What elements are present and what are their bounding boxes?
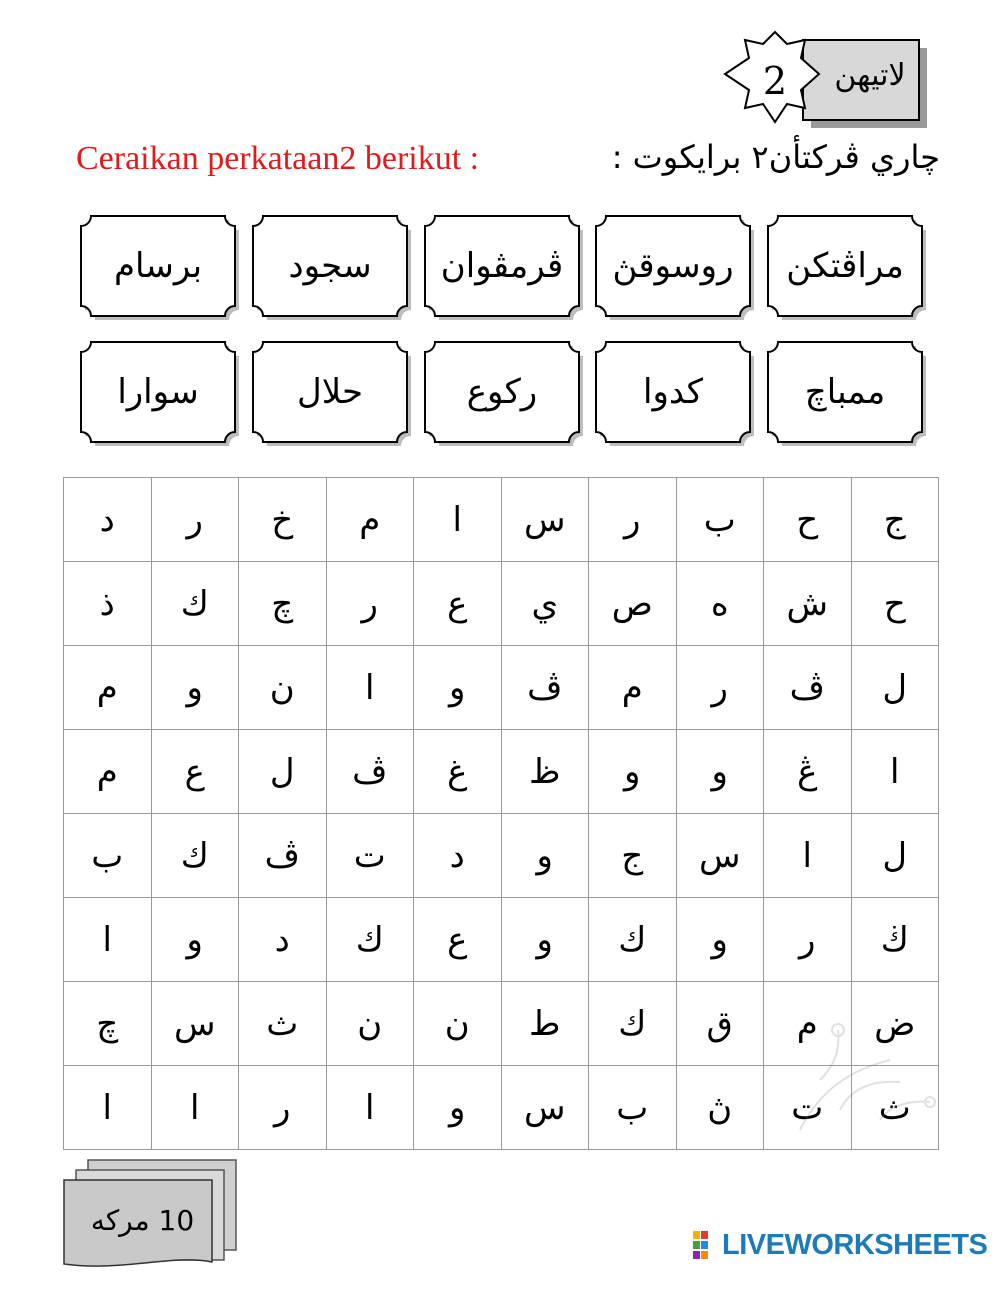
word-card [590, 210, 756, 322]
grid-cell[interactable]: ڤ [239, 814, 327, 898]
grid-cell[interactable]: ع [414, 562, 502, 646]
word-text: رکوع [466, 372, 538, 412]
grid-cell[interactable]: ر [589, 478, 677, 562]
grid-cell[interactable]: ض [851, 982, 939, 1066]
logo-mark-icon [692, 1229, 718, 1261]
grid-cell[interactable]: ا [414, 478, 502, 562]
instruction-line [60, 138, 940, 188]
grid-cell[interactable]: ظ [501, 730, 589, 814]
grid-cell[interactable]: ب [676, 478, 764, 562]
grid-cell[interactable]: ح [764, 478, 852, 562]
grid-cell[interactable]: ن [414, 982, 502, 1066]
grid-cell[interactable]: ڬ [851, 898, 939, 982]
word-card [419, 336, 585, 448]
grid-cell[interactable]: ك [589, 898, 677, 982]
grid-cell[interactable]: ل [239, 730, 327, 814]
word-cards [62, 210, 942, 455]
grid-cell[interactable]: و [151, 646, 239, 730]
grid-cell[interactable]: ت [764, 1066, 852, 1150]
exercise-number: 2 [762, 59, 788, 103]
grid-cell[interactable]: ك [326, 898, 414, 982]
instruction-malay: Ceraikan perkataan2 berikut : [76, 140, 480, 177]
grid-cell[interactable]: و [414, 1066, 502, 1150]
grid-cell[interactable]: ث [239, 982, 327, 1066]
grid-cell[interactable]: ر [151, 478, 239, 562]
grid-cell[interactable]: س [676, 814, 764, 898]
word-text: ممباچ [804, 372, 886, 412]
grid-cell[interactable]: ل [851, 646, 939, 730]
grid-cell[interactable]: س [151, 982, 239, 1066]
grid-cell[interactable]: چ [64, 982, 152, 1066]
logo-text: LIVEWORKSHEETS [722, 1228, 988, 1261]
grid-cell[interactable]: ا [64, 1066, 152, 1150]
grid-cell[interactable]: و [501, 898, 589, 982]
grid-row [64, 478, 939, 562]
grid-cell[interactable]: س [501, 478, 589, 562]
grid-cell[interactable]: ا [64, 898, 152, 982]
grid-row [64, 898, 939, 982]
grid-row [64, 814, 939, 898]
grid-cell[interactable]: د [414, 814, 502, 898]
grid-cell[interactable]: ك [151, 562, 239, 646]
grid-cell[interactable]: ط [501, 982, 589, 1066]
word-text: سوارا [117, 372, 199, 412]
word-text: برسام [113, 246, 203, 286]
grid-cell[interactable]: غ [414, 730, 502, 814]
grid-cell[interactable]: ذ [64, 562, 152, 646]
grid-cell[interactable]: ب [64, 814, 152, 898]
grid-cell[interactable]: ر [326, 562, 414, 646]
grid-cell[interactable]: ث [851, 1066, 939, 1150]
grid-cell[interactable]: م [764, 982, 852, 1066]
grid-cell[interactable]: ن [326, 982, 414, 1066]
word-card [762, 336, 928, 448]
grid-cell[interactable]: ا [851, 730, 939, 814]
word-card [247, 336, 413, 448]
word-card [762, 210, 928, 322]
exercise-label: لاتيهن [834, 58, 906, 93]
grid-cell[interactable]: ق [676, 982, 764, 1066]
grid-cell[interactable]: ڤ [326, 730, 414, 814]
grid-cell[interactable]: ج [589, 814, 677, 898]
word-text: حلال [297, 372, 364, 412]
grid-cell[interactable]: ك [589, 982, 677, 1066]
grid-cell[interactable]: د [64, 478, 152, 562]
exercise-badge [715, 30, 930, 130]
word-card [590, 336, 756, 448]
grid-cell[interactable]: ج [851, 478, 939, 562]
grid-cell[interactable]: ڤ [501, 646, 589, 730]
word-card [75, 210, 241, 322]
grid-cell[interactable]: و [589, 730, 677, 814]
grid-cell[interactable]: ڽ [676, 1066, 764, 1150]
grid-cell[interactable]: ا [764, 814, 852, 898]
grid-cell[interactable]: ع [151, 730, 239, 814]
word-text: ڤرمڤوان [440, 246, 564, 286]
grid-cell[interactable]: ر [239, 1066, 327, 1150]
grid-cell[interactable]: ا [326, 1066, 414, 1150]
grid-cell[interactable]: ت [326, 814, 414, 898]
grid-cell[interactable]: ا [151, 1066, 239, 1150]
marks-box [62, 1158, 242, 1273]
grid-cell[interactable]: ر [676, 646, 764, 730]
grid-cell[interactable]: ح [851, 562, 939, 646]
grid-cell[interactable]: ب [589, 1066, 677, 1150]
grid-cell[interactable]: ا [326, 646, 414, 730]
grid-cell[interactable]: ن [239, 646, 327, 730]
word-card [419, 210, 585, 322]
grid-cell[interactable]: م [589, 646, 677, 730]
word-card [247, 210, 413, 322]
grid-cell[interactable]: ڤ [764, 646, 852, 730]
marks-label: 10 مرکه [90, 1204, 195, 1237]
grid-cell[interactable]: ش [764, 562, 852, 646]
grid-cell[interactable]: س [501, 1066, 589, 1150]
instruction-jawi: چاري ڤرکتأن٢ برايکوت : [611, 138, 940, 176]
grid-cell[interactable]: و [151, 898, 239, 982]
word-text: کدوا [643, 372, 703, 412]
word-card [75, 336, 241, 448]
grid-cell[interactable]: ع [414, 898, 502, 982]
grid-cell[interactable]: خ [239, 478, 327, 562]
grid-cell[interactable]: ك [151, 814, 239, 898]
word-text: سجود [288, 246, 372, 286]
liveworksheets-logo [692, 1225, 992, 1265]
grid-cell[interactable]: و [414, 646, 502, 730]
grid-row [64, 646, 939, 730]
grid-cell[interactable]: م [326, 478, 414, 562]
floral-watermark-icon [780, 1010, 940, 1150]
grid-cell[interactable]: ڠ [764, 730, 852, 814]
grid-row [64, 730, 939, 814]
grid-cell[interactable]: د [239, 898, 327, 982]
word-text: روسوقڽ [612, 246, 734, 286]
grid-cell[interactable]: و [501, 814, 589, 898]
grid-cell[interactable]: م [64, 730, 152, 814]
grid-cell[interactable]: ص [589, 562, 677, 646]
grid-cell[interactable]: ل [851, 814, 939, 898]
grid-cell[interactable]: ر [764, 898, 852, 982]
grid-cell[interactable]: م [64, 646, 152, 730]
grid-cell[interactable]: ه [676, 562, 764, 646]
grid-row [64, 562, 939, 646]
grid-cell[interactable]: ي [501, 562, 589, 646]
grid-cell[interactable]: چ [239, 562, 327, 646]
grid-cell[interactable]: و [676, 898, 764, 982]
grid-cell[interactable]: و [676, 730, 764, 814]
word-text: مراڤتکن [786, 246, 904, 286]
